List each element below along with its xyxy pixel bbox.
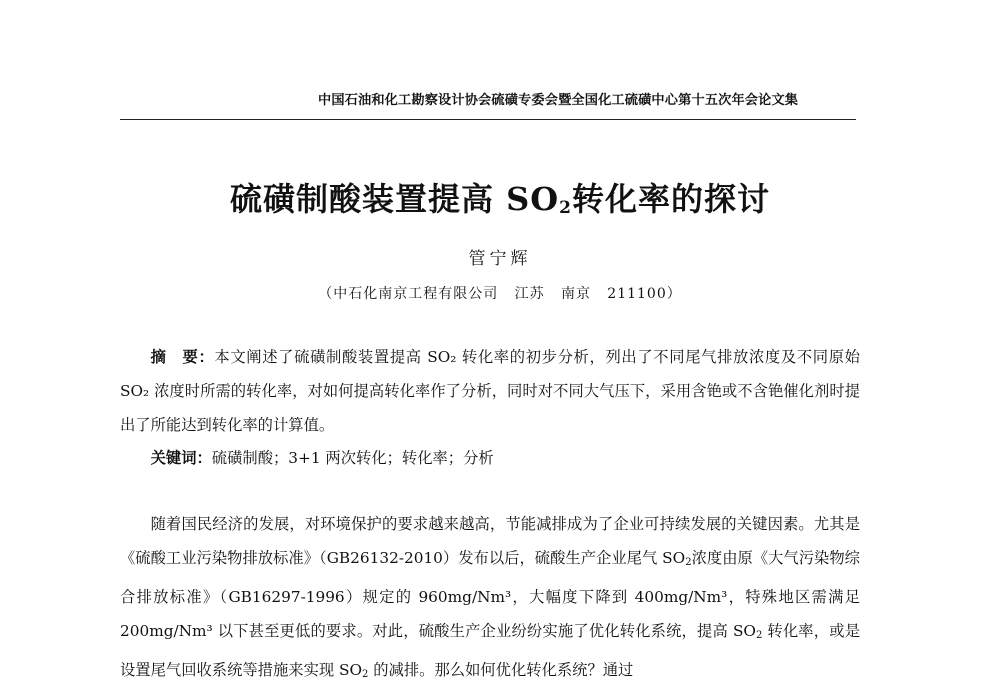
keywords-label: 关键词： (150, 449, 212, 467)
title-text-after: 转化率的探讨 (571, 180, 770, 218)
abstract-label: 摘 要： (150, 348, 215, 366)
author-affiliation: （中石化南京工程有限公司 江苏 南京 211100） (318, 286, 682, 302)
title-text-before: 硫磺制酸装置提高 SO (230, 180, 560, 218)
paper-title (0, 174, 1000, 220)
abstract-text: 本文阐述了硫磺制酸装置提高 SO₂ 转化率的初步分析，列出了不同尾气排放浓度及不同原始 SO₂ 浓度时所需的转化率，对如何提高转化率作了分析，同时对不同大气压下，采用含铯或不含铯催化剂时提出了所能达到转化率的计算值。 (120, 348, 860, 434)
body-paragraph (120, 507, 860, 692)
body-subscript-3: 2 (362, 669, 369, 680)
body-subscript-2: 2 (755, 630, 763, 641)
running-head: 中国石油和化工勘察设计协会硫磺专委会暨全国化工硫磺中心第十五次年会论文集 (318, 93, 799, 108)
keywords (120, 441, 860, 475)
author-name: 管宁辉 (468, 249, 532, 269)
body-text-2: 浓度由原《大气污染物综合排放标准》（GB16297-1996）规定的 960mg/Nm³，大幅度下降到 400mg/Nm³，特殊地区需满足 200mg/Nm³ 以下甚至更低的要求。对此，硫酸生产企业纷纷实施了优化转化系统，提高 SO (120, 549, 860, 640)
body-text-1: 随着国民经济的发展，对环境保护的要求越来越高，节能减排成为了企业可持续发展的关键因素。尤其是《硫酸工业污染物排放标准》（GB26132-2010）发布以后，硫酸生产企业尾气 SO (120, 515, 860, 567)
keywords-text: 硫磺制酸；3+1 两次转化；转化率；分析 (211, 449, 494, 467)
body-subscript-1: 2 (685, 557, 692, 568)
body-text-3: 转化率，或是设置尾气回收系统等措施来实现 SO (120, 622, 860, 679)
header-divider (120, 119, 856, 120)
abstract (120, 340, 860, 442)
body-text-4: 的减排。那么如何优化转化系统？通过 (368, 661, 634, 679)
title-subscript: 2 (559, 198, 572, 218)
